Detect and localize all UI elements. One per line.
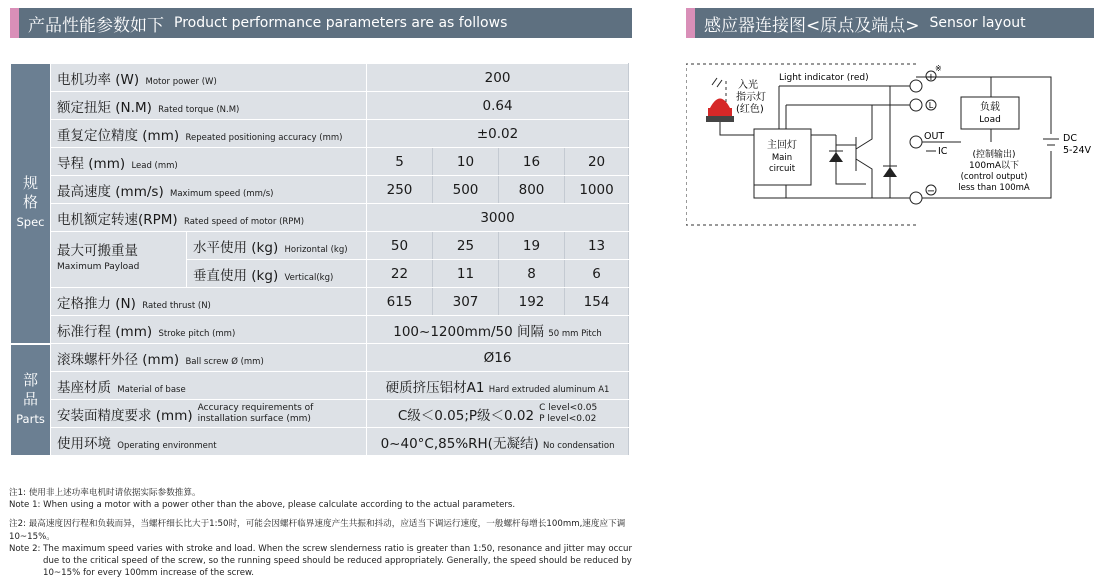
max-payload-en: Maximum Payload — [57, 262, 140, 272]
row-label-surface-accuracy: 安装面精度要求 (mm) Accuracy requirements of installation surface (mm) — [51, 400, 367, 428]
table-row — [11, 428, 629, 456]
environment-value: 0~40°C,85%RH(无凝结) No condensation — [367, 428, 629, 456]
row-label-stroke-pitch: 标准行程 (mm) Stroke pitch (mm) — [51, 316, 367, 344]
stroke-pitch-value: 100~1200mm/50 间隔 50 mm Pitch — [367, 316, 629, 344]
rated-thrust-value: 307 — [433, 288, 499, 316]
motor-power-value: 200 — [367, 64, 629, 92]
led-label-zh-2: 指示灯 — [736, 92, 766, 103]
table-row — [11, 372, 629, 400]
table-row — [11, 316, 629, 344]
control-output-2: (control output) — [960, 172, 1028, 182]
performance-title-zh: 产品性能参数如下 — [28, 15, 164, 36]
group-parts — [11, 344, 51, 456]
row-label-environment: 使用环境 Operating environment — [51, 428, 367, 456]
sensor-header — [686, 8, 1094, 38]
rated-thrust-value: 615 — [367, 288, 433, 316]
max-speed-value: 250 — [367, 176, 433, 204]
group-parts-zh: 部品 — [22, 370, 38, 408]
performance-title-en: Product performance parameters are as follows — [174, 15, 508, 31]
row-label-base-material: 基座材质 Material of base — [51, 372, 367, 400]
table-row — [11, 176, 629, 204]
vertical-value: 6 — [565, 260, 629, 288]
surface-accuracy-value: C级＜0.05;P级＜0.02 C level<0.05 P level<0.02 — [367, 400, 629, 428]
dc-supply-icon — [1043, 139, 1059, 145]
plus-terminal-label: + — [926, 72, 936, 83]
row-label-rated-torque: 额定扭矩 (N.M) Rated torque (N.M) — [51, 92, 367, 120]
horizontal-value: 13 — [565, 232, 629, 260]
main-circuit-zh: 主回灯 — [767, 140, 797, 151]
voltage-label: 5-24V — [1063, 145, 1092, 156]
load-zh: 负载 — [980, 102, 1000, 113]
rated-thrust-value: 154 — [565, 288, 629, 316]
note-1-en: Note 1: When using a motor with a power other than the above, please calculate according to the actual parameters. — [9, 500, 516, 511]
row-label-repeat-accuracy: 重复定位精度 (mm) Repeated positioning accuracy (mm) — [51, 120, 367, 148]
terminals — [910, 80, 922, 204]
row-label-rated-thrust: 定格推力 (N) Rated thrust (N) — [51, 288, 367, 316]
vertical-value: 22 — [367, 260, 433, 288]
ic-label: IC — [938, 146, 948, 157]
note-2-zh: 注2: 最高速度因行程和负载而异，当螺杆细长比大于1:50时，可能会因螺杆临界速度产生共振和抖动，应适当下调运行速度，一般螺杆每增长100mm,速度应下调10~15%。 — [9, 519, 626, 542]
row-label-vertical: 垂直使用 (kg) Vertical(kg) — [187, 260, 367, 288]
table-row — [11, 120, 629, 148]
led-label-zh-1: 入光 — [738, 80, 758, 91]
row-label-motor-power: 电机功率 (W) Motor power (W) — [51, 64, 367, 92]
main-circuit-en-1: Main — [771, 153, 793, 163]
lead-value: 16 — [499, 148, 565, 176]
rated-speed-value: 3000 — [367, 204, 629, 232]
table-row — [11, 344, 629, 372]
control-output-3: less than 100mA — [958, 183, 1030, 193]
minus-terminal-label: − — [926, 186, 936, 197]
sensor-title-zh: 感应器连接图<原点及端点> — [704, 15, 920, 36]
group-spec — [11, 64, 51, 344]
header-accent — [686, 8, 695, 38]
zener-diode-icon — [829, 151, 897, 177]
led-indicator-icon — [706, 78, 734, 122]
rated-thrust-value: 192 — [499, 288, 565, 316]
lead-value: 20 — [565, 148, 629, 176]
row-label-horizontal: 水平使用 (kg) Horizontal (kg) — [187, 232, 367, 260]
max-speed-value: 1000 — [565, 176, 629, 204]
header-accent — [10, 8, 19, 38]
load-en: Load — [979, 115, 1001, 125]
led-label-zh-3: (红色) — [736, 104, 764, 115]
note-1-zh: 注1: 使用非上述功率电机时请依据实际参数推算。 — [9, 488, 201, 498]
max-payload-zh: 最大可搬重量 — [57, 243, 138, 259]
notes — [9, 487, 634, 579]
control-output-1: 100mA以下 — [968, 161, 1020, 171]
table-row — [11, 148, 629, 176]
row-label-rated-speed: 电机额定转速(RPM) Rated speed of motor (RPM) — [51, 204, 367, 232]
row-label-ball-screw: 滚珠螺杆外径 (mm) Ball screw Ø (mm) — [51, 344, 367, 372]
vertical-value: 11 — [433, 260, 499, 288]
row-label-max-speed: 最高速度 (mm/s) Maximum speed (mm/s) — [51, 176, 367, 204]
spec-table — [10, 63, 629, 456]
lead-value: 5 — [367, 148, 433, 176]
note-2-en: Note 2: The maximum speed varies with stroke and load. When the screw slenderness ratio is greater than 1:50, resonance and jitter may occur due to the critical speed of the screw, so the running speed should be reduced appropriately. Generally, the speed should be reduced by 10~15% for every 100mm increase of the screw. — [9, 543, 633, 579]
out-label: OUT — [924, 131, 945, 142]
group-spec-en: Spec — [16, 215, 45, 230]
horizontal-value: 19 — [499, 232, 565, 260]
table-row — [11, 92, 629, 120]
horizontal-value: 25 — [433, 232, 499, 260]
table-row — [11, 204, 629, 232]
dc-label: DC — [1063, 133, 1077, 144]
row-label-lead: 导程 (mm) Lead (mm) — [51, 148, 367, 176]
l-terminal-label: L — [928, 101, 934, 110]
table-row — [11, 64, 629, 92]
base-material-value: 硬质挤压铝材A1 Hard extruded aluminum A1 — [367, 372, 629, 400]
rated-torque-value: 0.64 — [367, 92, 629, 120]
control-output-zh: (控制输出) — [972, 150, 1016, 160]
ball-screw-value: Ø16 — [367, 344, 629, 372]
row-label-max-payload — [51, 232, 187, 288]
table-row — [11, 288, 629, 316]
sensor-title-en: Sensor layout — [929, 15, 1026, 31]
max-speed-value: 500 — [433, 176, 499, 204]
table-row — [11, 232, 629, 260]
group-parts-en: Parts — [16, 411, 45, 426]
lead-value: 10 — [433, 148, 499, 176]
horizontal-value: 50 — [367, 232, 433, 260]
vertical-value: 8 — [499, 260, 565, 288]
light-indicator-label: Light indicator (red) — [779, 73, 869, 83]
table-row — [11, 400, 629, 428]
sensor-wiring-diagram — [686, 59, 1096, 229]
performance-header — [10, 8, 632, 38]
group-spec-zh: 规格 — [22, 174, 38, 212]
main-circuit-en-2: circuit — [768, 164, 796, 174]
repeat-accuracy-value: ±0.02 — [367, 120, 629, 148]
note-mark: ※ — [935, 64, 942, 73]
max-speed-value: 800 — [499, 176, 565, 204]
